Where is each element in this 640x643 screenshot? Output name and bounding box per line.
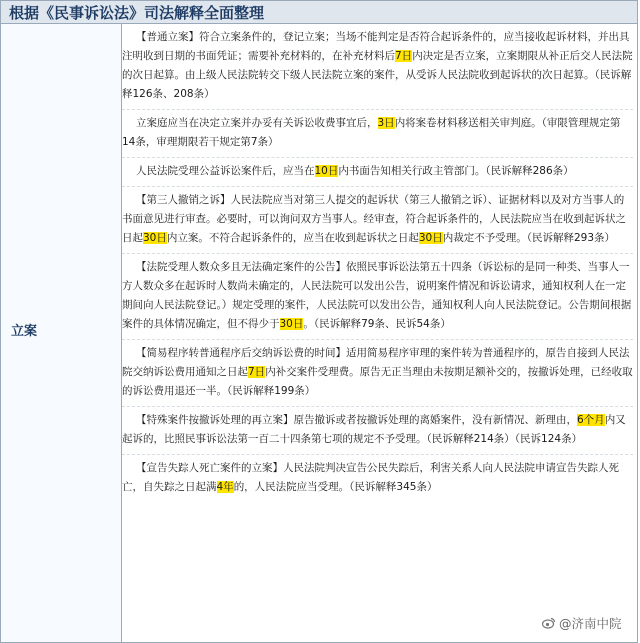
clause-text: 【普通立案】符合立案条件的，登记立案；当场不能判定是否符合起诉条件的，应当接收起诉材料，并出具注明收到日期的书面凭证；需要补充材料的，在补充材料后: [122, 31, 630, 62]
clause-text: 内将案卷材料移送相关审判庭。（审限管理规定第14条，审理期限若干规定第7条）: [122, 117, 621, 148]
clause-text: 立案庭应当在决定立案并办妥有关诉讼收费事宜后，: [136, 117, 378, 129]
clause-paragraph: [122, 109, 633, 152]
table-title-bar: [0, 0, 638, 24]
clause-paragraph: [122, 186, 633, 248]
clause-text: 内决定是否立案，立案期限从补正后交人民法院的次日起算。由上级人民法院转交下级人民法院立案的案件，从受诉人民法院收到起诉状的次日起算。（民诉解释126条、208条）: [122, 50, 633, 100]
clause-text: 【特殊案件按撤诉处理的再立案】原告撤诉或者按撤诉处理的离婚案件，没有新情况、新理由，: [136, 414, 577, 426]
clause-text: 【第三人撤销之诉】人民法院应当对第三人提交的起诉状（第三人撤销之诉）、证据材料以及对方当事人的书面意见进行审查。必要时，可以询问双方当事人。经审查，符合起诉条件的，人民法院应当在收到起诉状之日起: [122, 194, 626, 244]
clause-text: 内立案。不符合起诉条件的，应当在收到起诉状之日起: [166, 232, 419, 244]
clause-text: 内书面告知相关行政主管部门。（民诉解释286条）: [338, 165, 574, 177]
clause-text: 的，人民法院应当受理。（民诉解释345条）: [233, 481, 438, 493]
highlighted-term: 4年: [216, 481, 234, 493]
row-label: 立案: [11, 324, 38, 339]
highlighted-term: 7日: [248, 366, 266, 378]
clause-text: 【法院受理人数众多且无法确定案件的公告】依照民事诉讼法第五十四条（诉讼标的是同一种类、当事人一方人数众多在起诉时人数尚未确定的，人民法院可以发出公告，说明案件情况和诉讼请求，通知权利人在一定期间向人民法院登记。）规定受理的案件，人民法院可以发出公告，通知权利人向人民法院登记。公告期间根据案件的具体情况确定，但不得少于: [122, 261, 632, 330]
watermark-text: @济南中院: [559, 616, 622, 631]
clause-text: 【简易程序转普通程序后交纳诉讼费的时间】适用简易程序审理的案件转为普通程序的，原告自接到人民法院交纳诉讼费用通知之日起: [122, 347, 630, 378]
clause-text: 内裁定不予受理。（民诉解释293条）: [442, 232, 616, 244]
clause-paragraph: [122, 339, 633, 401]
table-title: 根据《民事诉讼法》司法解释全面整理: [9, 4, 265, 22]
row-content: [122, 28, 633, 502]
highlighted-term: 7日: [395, 50, 413, 62]
clause-text: 内补交案件受理费。原告无正当理由未按期足额补交的，按撤诉处理，已经收取的诉讼费用退还一半。（民诉解释199条）: [122, 366, 633, 397]
row-label-cell: [1, 24, 122, 642]
clause-text: 【宣告失踪人死亡案件的立案】人民法院判决宣告公民失踪后，利害关系人向人民法院申请宣告失踪人死亡，自失踪之日起满: [122, 462, 619, 493]
highlighted-term: 6个月: [577, 414, 605, 426]
clause-paragraph: [122, 406, 633, 449]
law-table: [0, 24, 638, 643]
highlighted-term: 10日: [314, 165, 339, 177]
clause-paragraph: [122, 157, 633, 181]
highlighted-term: 30日: [143, 232, 167, 244]
clause-paragraph: [122, 28, 633, 104]
weibo-logo-icon: [542, 616, 556, 630]
weibo-watermark: [540, 614, 624, 632]
clause-text: 内又起诉的，比照民事诉讼法第一百二十四条第七项的规定不予受理。（民诉解释214条）（民诉124条）: [122, 414, 626, 445]
clause-text: 人民法院受理公益诉讼案件后，应当在: [136, 165, 315, 177]
highlighted-term: 30日: [418, 232, 443, 244]
clause-paragraph: [122, 253, 633, 334]
highlighted-term: 30日: [279, 318, 304, 330]
highlighted-term: 3日: [377, 117, 395, 129]
clause-text: 。（民诉解释79条、民诉54条）: [303, 318, 451, 330]
clause-paragraph: [122, 454, 633, 497]
